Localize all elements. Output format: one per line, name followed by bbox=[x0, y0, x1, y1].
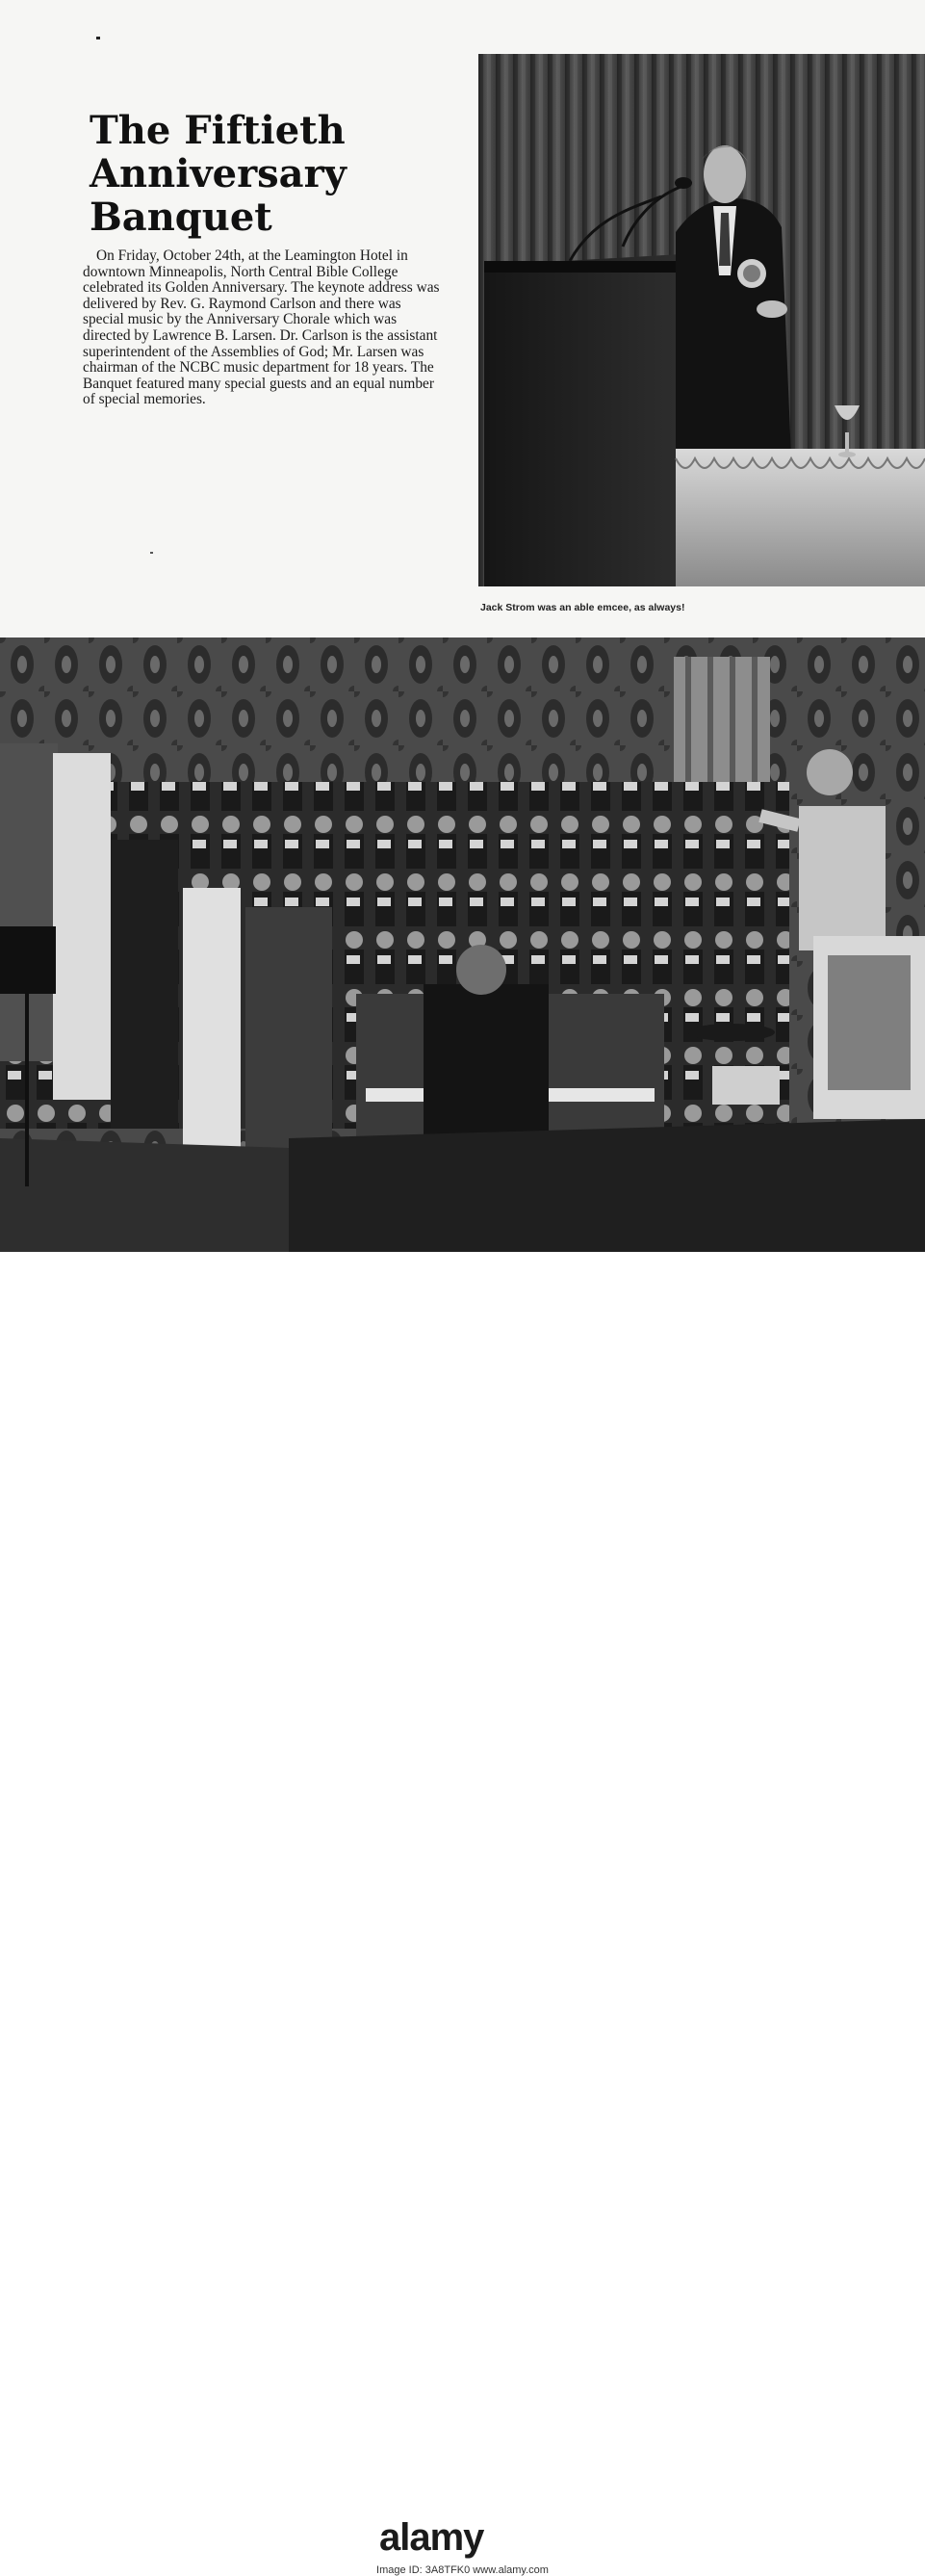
emcee-caption: Jack Strom was an able emcee, as always! bbox=[480, 602, 685, 613]
emcee-photo bbox=[478, 54, 925, 586]
watermark-footer bbox=[0, 1252, 925, 2576]
print-mark bbox=[96, 37, 100, 39]
choir-photo bbox=[0, 637, 925, 1252]
image-id-text: Image ID: 3A8TFK0 www.alamy.com bbox=[376, 2564, 549, 2576]
title-line-2: Anniversary bbox=[90, 150, 347, 196]
yearbook-page bbox=[0, 0, 925, 1252]
print-mark bbox=[150, 552, 153, 554]
title-line-1: The Fiftieth bbox=[90, 107, 346, 153]
article-title bbox=[90, 109, 407, 239]
alamy-logo: alamy bbox=[379, 2516, 484, 2559]
article-body: On Friday, October 24th, at the Leamington Hotel in downtown Minneapolis, North Central Bible College celebrated its Golden Anniversary. The keynote address was delivered by Rev. G. Raymond Carlson and there was special music by the Anniversary Chorale which was directed by Lawrence B. Larsen. Dr. Carlson is the assistant superintendent of the Assemblies of God; Mr. Larsen was chairman of the NCBC music department for 18 years. The Banquet featured many special guests and an equal number of special memories. bbox=[83, 247, 440, 408]
title-line-3: Banquet bbox=[90, 194, 272, 240]
